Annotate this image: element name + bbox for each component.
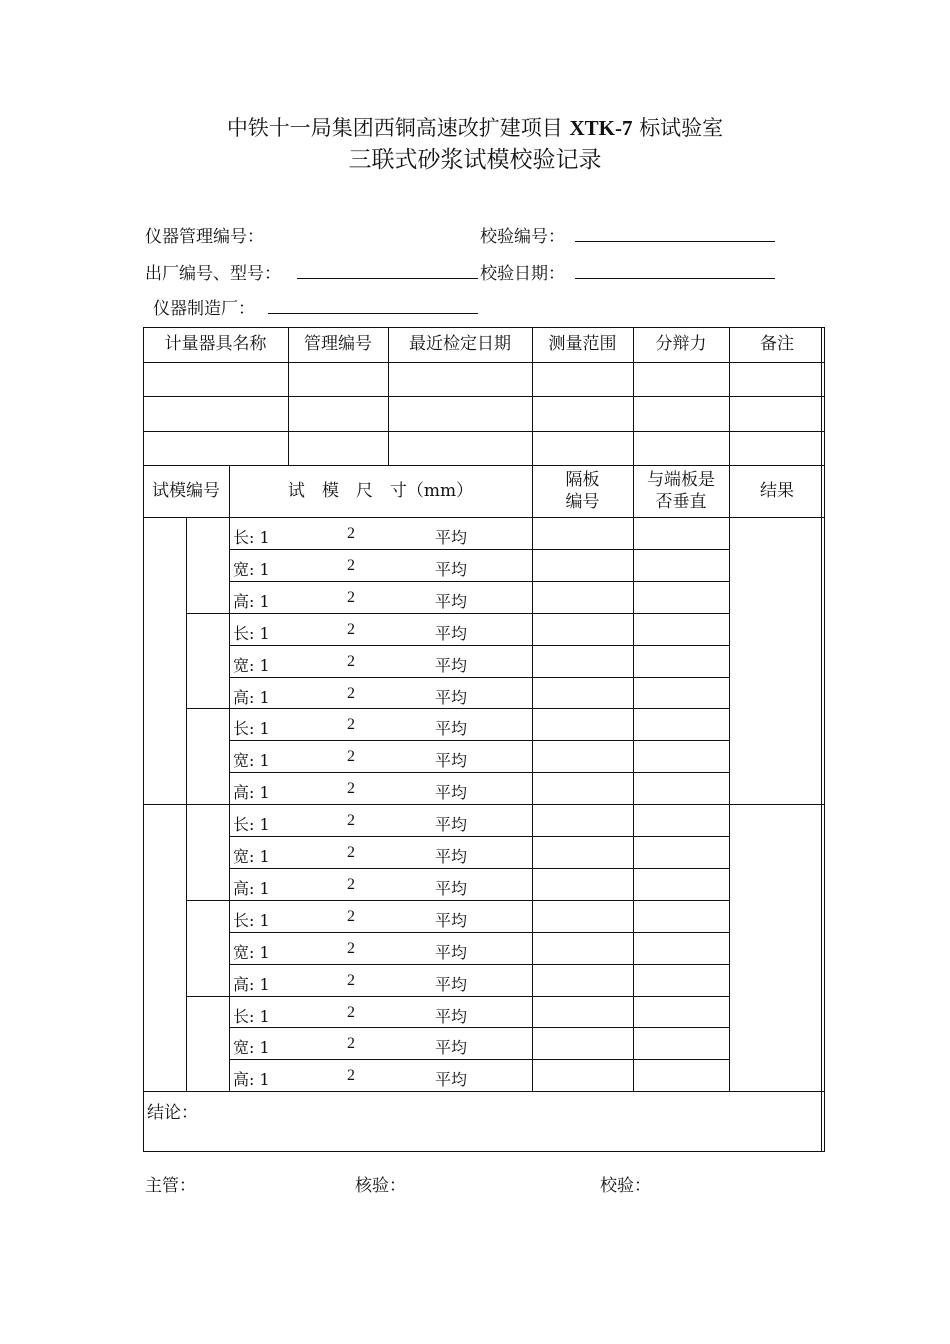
dimension-label: 宽: 1 <box>233 943 270 962</box>
dimension-label: 长: 1 <box>233 815 270 834</box>
header-result: 结果 <box>760 480 794 501</box>
dimension-label: 长: 1 <box>233 719 270 738</box>
average-label: 平均 <box>435 1038 468 1057</box>
table-border <box>143 1151 825 1152</box>
table-rule <box>229 868 729 869</box>
dimension-label: 高: 1 <box>233 688 270 707</box>
check-date-label: 校验日期： <box>480 264 565 284</box>
table-rule <box>143 396 825 397</box>
average-label: 平均 <box>435 560 468 579</box>
header-last-verification-date: 最近检定日期 <box>409 334 511 355</box>
dimension-label: 长: 1 <box>233 1007 270 1026</box>
dimension-label: 宽: 1 <box>233 656 270 675</box>
measure-point-2-label: 2 <box>347 653 355 670</box>
dimension-label: 长: 1 <box>233 528 270 547</box>
header-partition-no: 隔板 编号 <box>565 469 600 512</box>
measure-point-2-label: 2 <box>347 908 355 925</box>
measure-point-2-label: 2 <box>347 780 355 797</box>
table-rule <box>143 517 825 518</box>
dimension-label: 高: 1 <box>233 592 270 611</box>
manufacturer-field[interactable] <box>268 313 478 314</box>
dimension-label: 高: 1 <box>233 783 270 802</box>
average-label: 平均 <box>435 1007 468 1026</box>
table-rule <box>229 549 729 550</box>
table-rule <box>229 932 729 933</box>
conclusion-label: 结论： <box>147 1103 198 1123</box>
measure-point-2-label: 2 <box>347 685 355 702</box>
table-rule <box>186 996 729 997</box>
measure-point-2-label: 2 <box>347 716 355 733</box>
average-label: 平均 <box>435 783 468 802</box>
header-mold-dimension: 试 模 尺 寸（mm） <box>287 480 474 501</box>
table-rule <box>229 1059 729 1060</box>
average-label: 平均 <box>435 1070 468 1089</box>
header-mold-no: 试模编号 <box>152 480 220 501</box>
checker-signature-label: 校验： <box>600 1176 651 1196</box>
table-rule <box>186 708 729 709</box>
header-remarks: 备注 <box>760 334 794 355</box>
average-label: 平均 <box>435 592 468 611</box>
table-rule <box>229 645 729 646</box>
average-label: 平均 <box>435 624 468 643</box>
table-border <box>824 327 825 1152</box>
average-label: 平均 <box>435 943 468 962</box>
table-border <box>821 327 822 1152</box>
average-label: 平均 <box>435 688 468 707</box>
measure-point-2-label: 2 <box>347 1067 355 1084</box>
dimension-label: 长: 1 <box>233 911 270 930</box>
dimension-label: 宽: 1 <box>233 1038 270 1057</box>
measure-point-2-label: 2 <box>347 621 355 638</box>
table-border <box>143 327 144 1152</box>
average-label: 平均 <box>435 975 468 994</box>
check-no-field[interactable] <box>575 241 775 242</box>
table-rule <box>143 1091 825 1092</box>
measure-point-2-label: 2 <box>347 844 355 861</box>
dimension-label: 高: 1 <box>233 975 270 994</box>
dimension-label: 宽: 1 <box>233 751 270 770</box>
table-rule <box>229 836 729 837</box>
average-label: 平均 <box>435 879 468 898</box>
organization-title: 中铁十一局集团西铜高速改扩建项目 XTK-7 标试验室 <box>226 116 724 140</box>
table-rule <box>229 581 729 582</box>
header-measuring-range: 测量范围 <box>548 334 617 355</box>
table-rule <box>186 900 729 901</box>
table-rule <box>143 431 825 432</box>
table-rule <box>229 1027 729 1028</box>
form-title: 三联式砂浆试模校验记录 <box>348 147 602 173</box>
check-date-field[interactable] <box>575 278 775 279</box>
table-rule <box>229 772 729 773</box>
measure-point-2-label: 2 <box>347 940 355 957</box>
measure-point-2-label: 2 <box>347 557 355 574</box>
factory-model-field[interactable] <box>297 278 478 279</box>
instrument-mgmt-no-label: 仪器管理编号： <box>145 227 264 247</box>
table-rule <box>229 677 729 678</box>
measure-point-2-label: 2 <box>347 748 355 765</box>
average-label: 平均 <box>435 528 468 547</box>
average-label: 平均 <box>435 911 468 930</box>
dimension-label: 宽: 1 <box>233 847 270 866</box>
dimension-label: 高: 1 <box>233 879 270 898</box>
average-label: 平均 <box>435 656 468 675</box>
measure-point-2-label: 2 <box>347 525 355 542</box>
average-label: 平均 <box>435 815 468 834</box>
table-rule <box>143 804 825 805</box>
header-mgmt-no: 管理编号 <box>304 334 372 355</box>
supervisor-signature-label: 主管： <box>145 1176 196 1196</box>
measure-point-2-label: 2 <box>347 1035 355 1052</box>
measure-point-2-label: 2 <box>347 589 355 606</box>
calibration-table <box>143 327 825 1152</box>
average-label: 平均 <box>435 751 468 770</box>
average-label: 平均 <box>435 719 468 738</box>
measure-point-2-label: 2 <box>347 1004 355 1021</box>
header-perpendicular: 与端板是 否垂直 <box>647 469 715 512</box>
header-resolution: 分辩力 <box>655 334 707 355</box>
measure-point-2-label: 2 <box>347 972 355 989</box>
average-label: 平均 <box>435 847 468 866</box>
measure-point-2-label: 2 <box>347 876 355 893</box>
manufacturer-label: 仪器制造厂： <box>153 299 255 319</box>
check-no-label: 校验编号： <box>480 227 565 247</box>
dimension-label: 宽: 1 <box>233 560 270 579</box>
reviewer-signature-label: 核验： <box>355 1176 406 1196</box>
table-rule <box>229 740 729 741</box>
dimension-label: 高: 1 <box>233 1070 270 1089</box>
table-rule <box>143 362 825 363</box>
measure-point-2-label: 2 <box>347 812 355 829</box>
table-rule <box>186 613 729 614</box>
table-rule <box>229 964 729 965</box>
dimension-label: 长: 1 <box>233 624 270 643</box>
factory-model-label: 出厂编号、型号： <box>145 264 281 284</box>
header-instrument-name: 计量器具名称 <box>164 334 267 355</box>
